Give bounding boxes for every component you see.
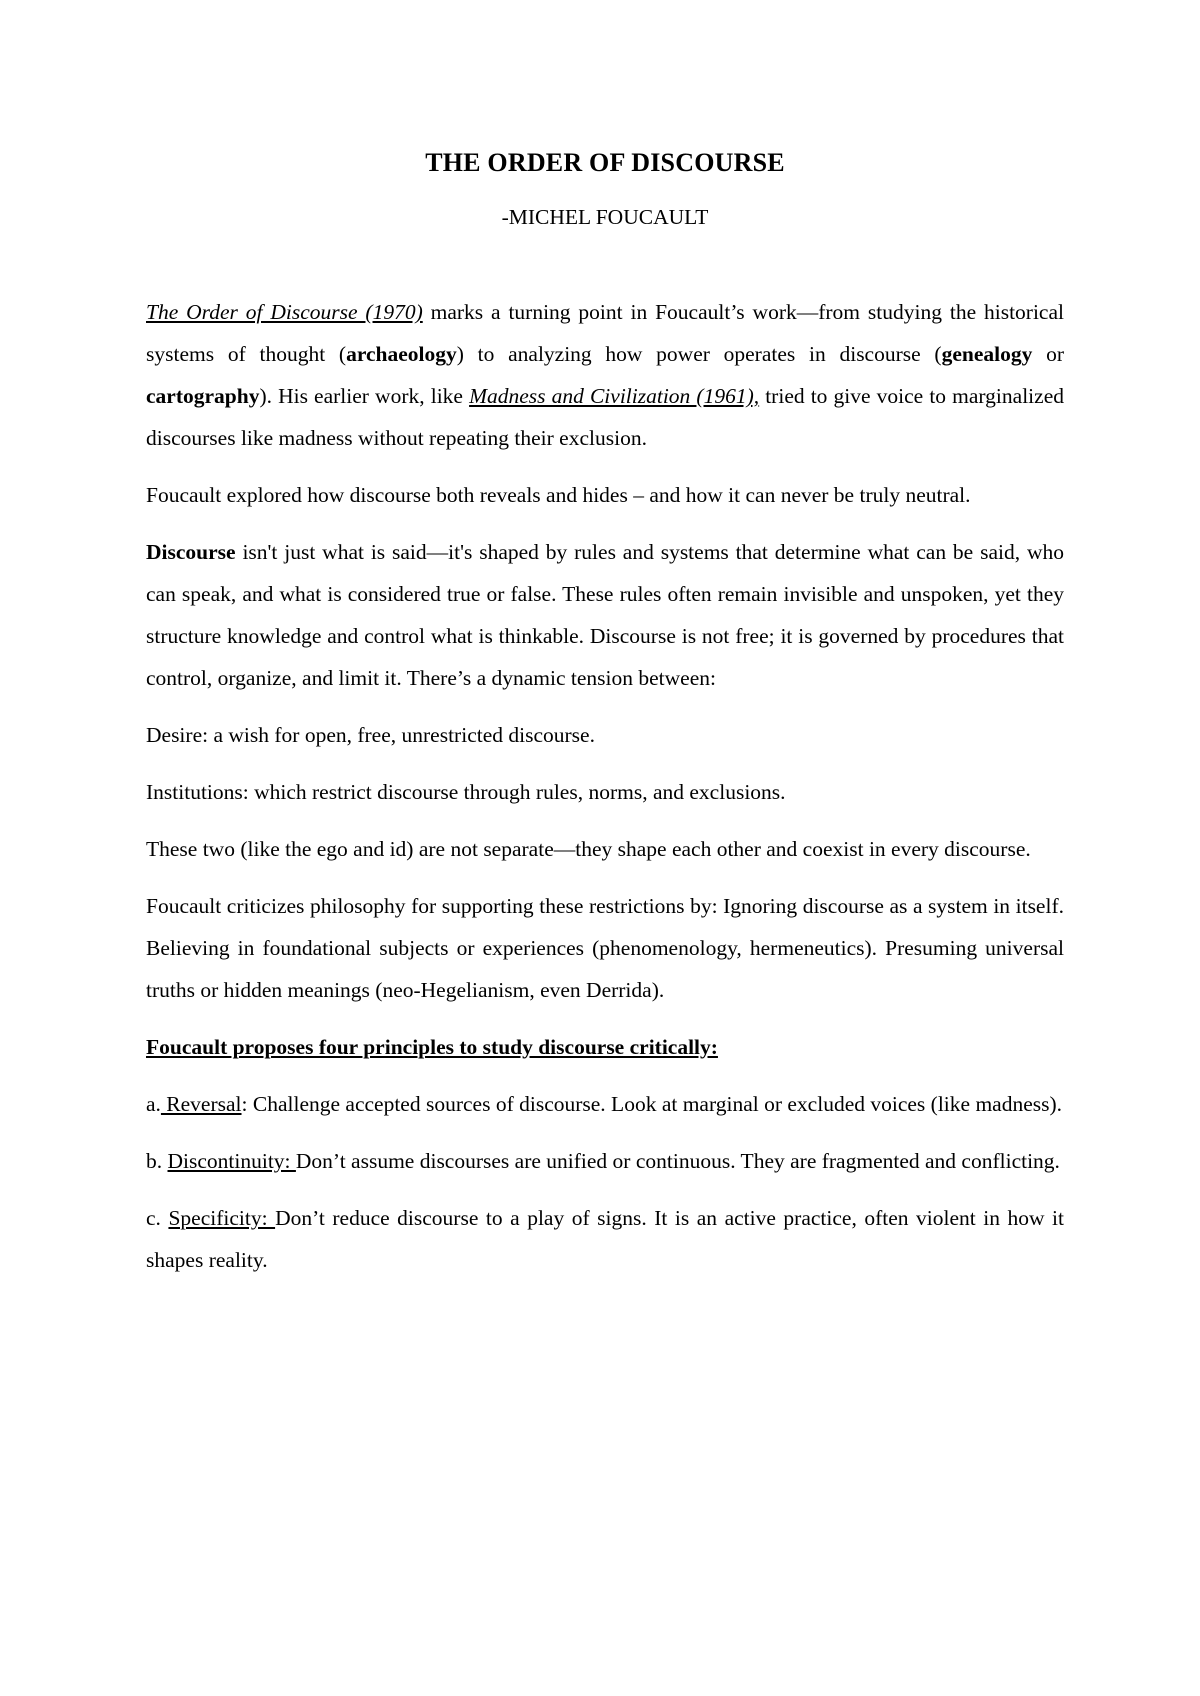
principle-text: Don’t assume discourses are unified or continuous. They are fragmented and conflicting. bbox=[295, 1149, 1060, 1173]
paragraph-text: marks a turning point in Foucault’s work—from studying the historical systems of thought ( bbox=[146, 300, 1064, 366]
paragraph-text: isn't just what is said—it's shaped by rules and systems that determine what can be said, who can speak, and what is considered true or false. These rules often remain invisible and unspoken, yet they structure knowledge and control what is thinkable. Discourse is not free; it is governed by procedures that control, organize, and limit it. There’s a dynamic tension between: bbox=[146, 540, 1064, 690]
paragraph-text: ). His earlier work, like bbox=[259, 384, 470, 408]
term-cartography: cartography bbox=[146, 384, 260, 408]
principle-specificity bbox=[146, 1197, 1064, 1281]
principle-term: Reversal bbox=[160, 1092, 242, 1116]
paragraph-text: or bbox=[1032, 342, 1065, 366]
paragraph-reveals-hides: Foucault explored how discourse both reveals and hides – and how it can never be truly neutral. bbox=[146, 483, 971, 507]
term-archaeology: archaeology bbox=[346, 342, 457, 366]
principle-discontinuity bbox=[146, 1140, 1064, 1182]
document-author: -MICHEL FOUCAULT bbox=[501, 205, 709, 229]
paragraph-intro bbox=[146, 291, 1064, 459]
principle-term: Discontinuity: bbox=[167, 1149, 296, 1173]
document-title: THE ORDER OF DISCOURSE bbox=[425, 148, 785, 177]
paragraph-philosophy-critique: Foucault criticizes philosophy for supporting these restrictions by: Ignoring discourse as a system in itself. Believing in foundational subjects or experiences (phenomenology, hermeneutics). Presuming universal truths or hidden meanings (neo-Hegelianism, even Derrida). bbox=[146, 894, 1064, 1002]
section-heading-principles bbox=[146, 1026, 1064, 1068]
term-genealogy: genealogy bbox=[941, 342, 1033, 366]
principle-text: : Challenge accepted sources of discourse. Look at marginal or excluded voices (like madness). bbox=[241, 1092, 1063, 1116]
principle-reversal bbox=[146, 1083, 1064, 1125]
principle-prefix: c. bbox=[146, 1206, 169, 1230]
paragraph-text: ) to analyzing how power operates in discourse ( bbox=[456, 342, 942, 366]
section-heading-text: Foucault proposes four principles to study discourse critically: bbox=[146, 1035, 718, 1059]
paragraph-institutions: Institutions: which restrict discourse through rules, norms, and exclusions. bbox=[146, 780, 786, 804]
principle-term: Specificity: bbox=[168, 1206, 276, 1230]
paragraph-ego-id: These two (like the ego and id) are not separate—they shape each other and coexist in every discourse. bbox=[146, 837, 1031, 861]
principle-prefix: a. bbox=[146, 1092, 161, 1116]
work-title-madness-and-civilization: Madness and Civilization (1961), bbox=[469, 384, 760, 408]
principle-prefix: b. bbox=[146, 1149, 168, 1173]
principle-text: Don’t reduce discourse to a play of signs. It is an active practice, often violent in how it shapes reality. bbox=[146, 1206, 1064, 1272]
document-body bbox=[146, 291, 1064, 1296]
paragraph-discourse-definition bbox=[146, 531, 1064, 699]
term-discourse: Discourse bbox=[146, 540, 236, 564]
work-title-order-of-discourse: The Order of Discourse (1970) bbox=[146, 300, 423, 324]
paragraph-text: tried to give voice to marginalized discourses like madness without repeating their exclusion. bbox=[146, 384, 1064, 450]
paragraph-desire: Desire: a wish for open, free, unrestricted discourse. bbox=[146, 723, 595, 747]
